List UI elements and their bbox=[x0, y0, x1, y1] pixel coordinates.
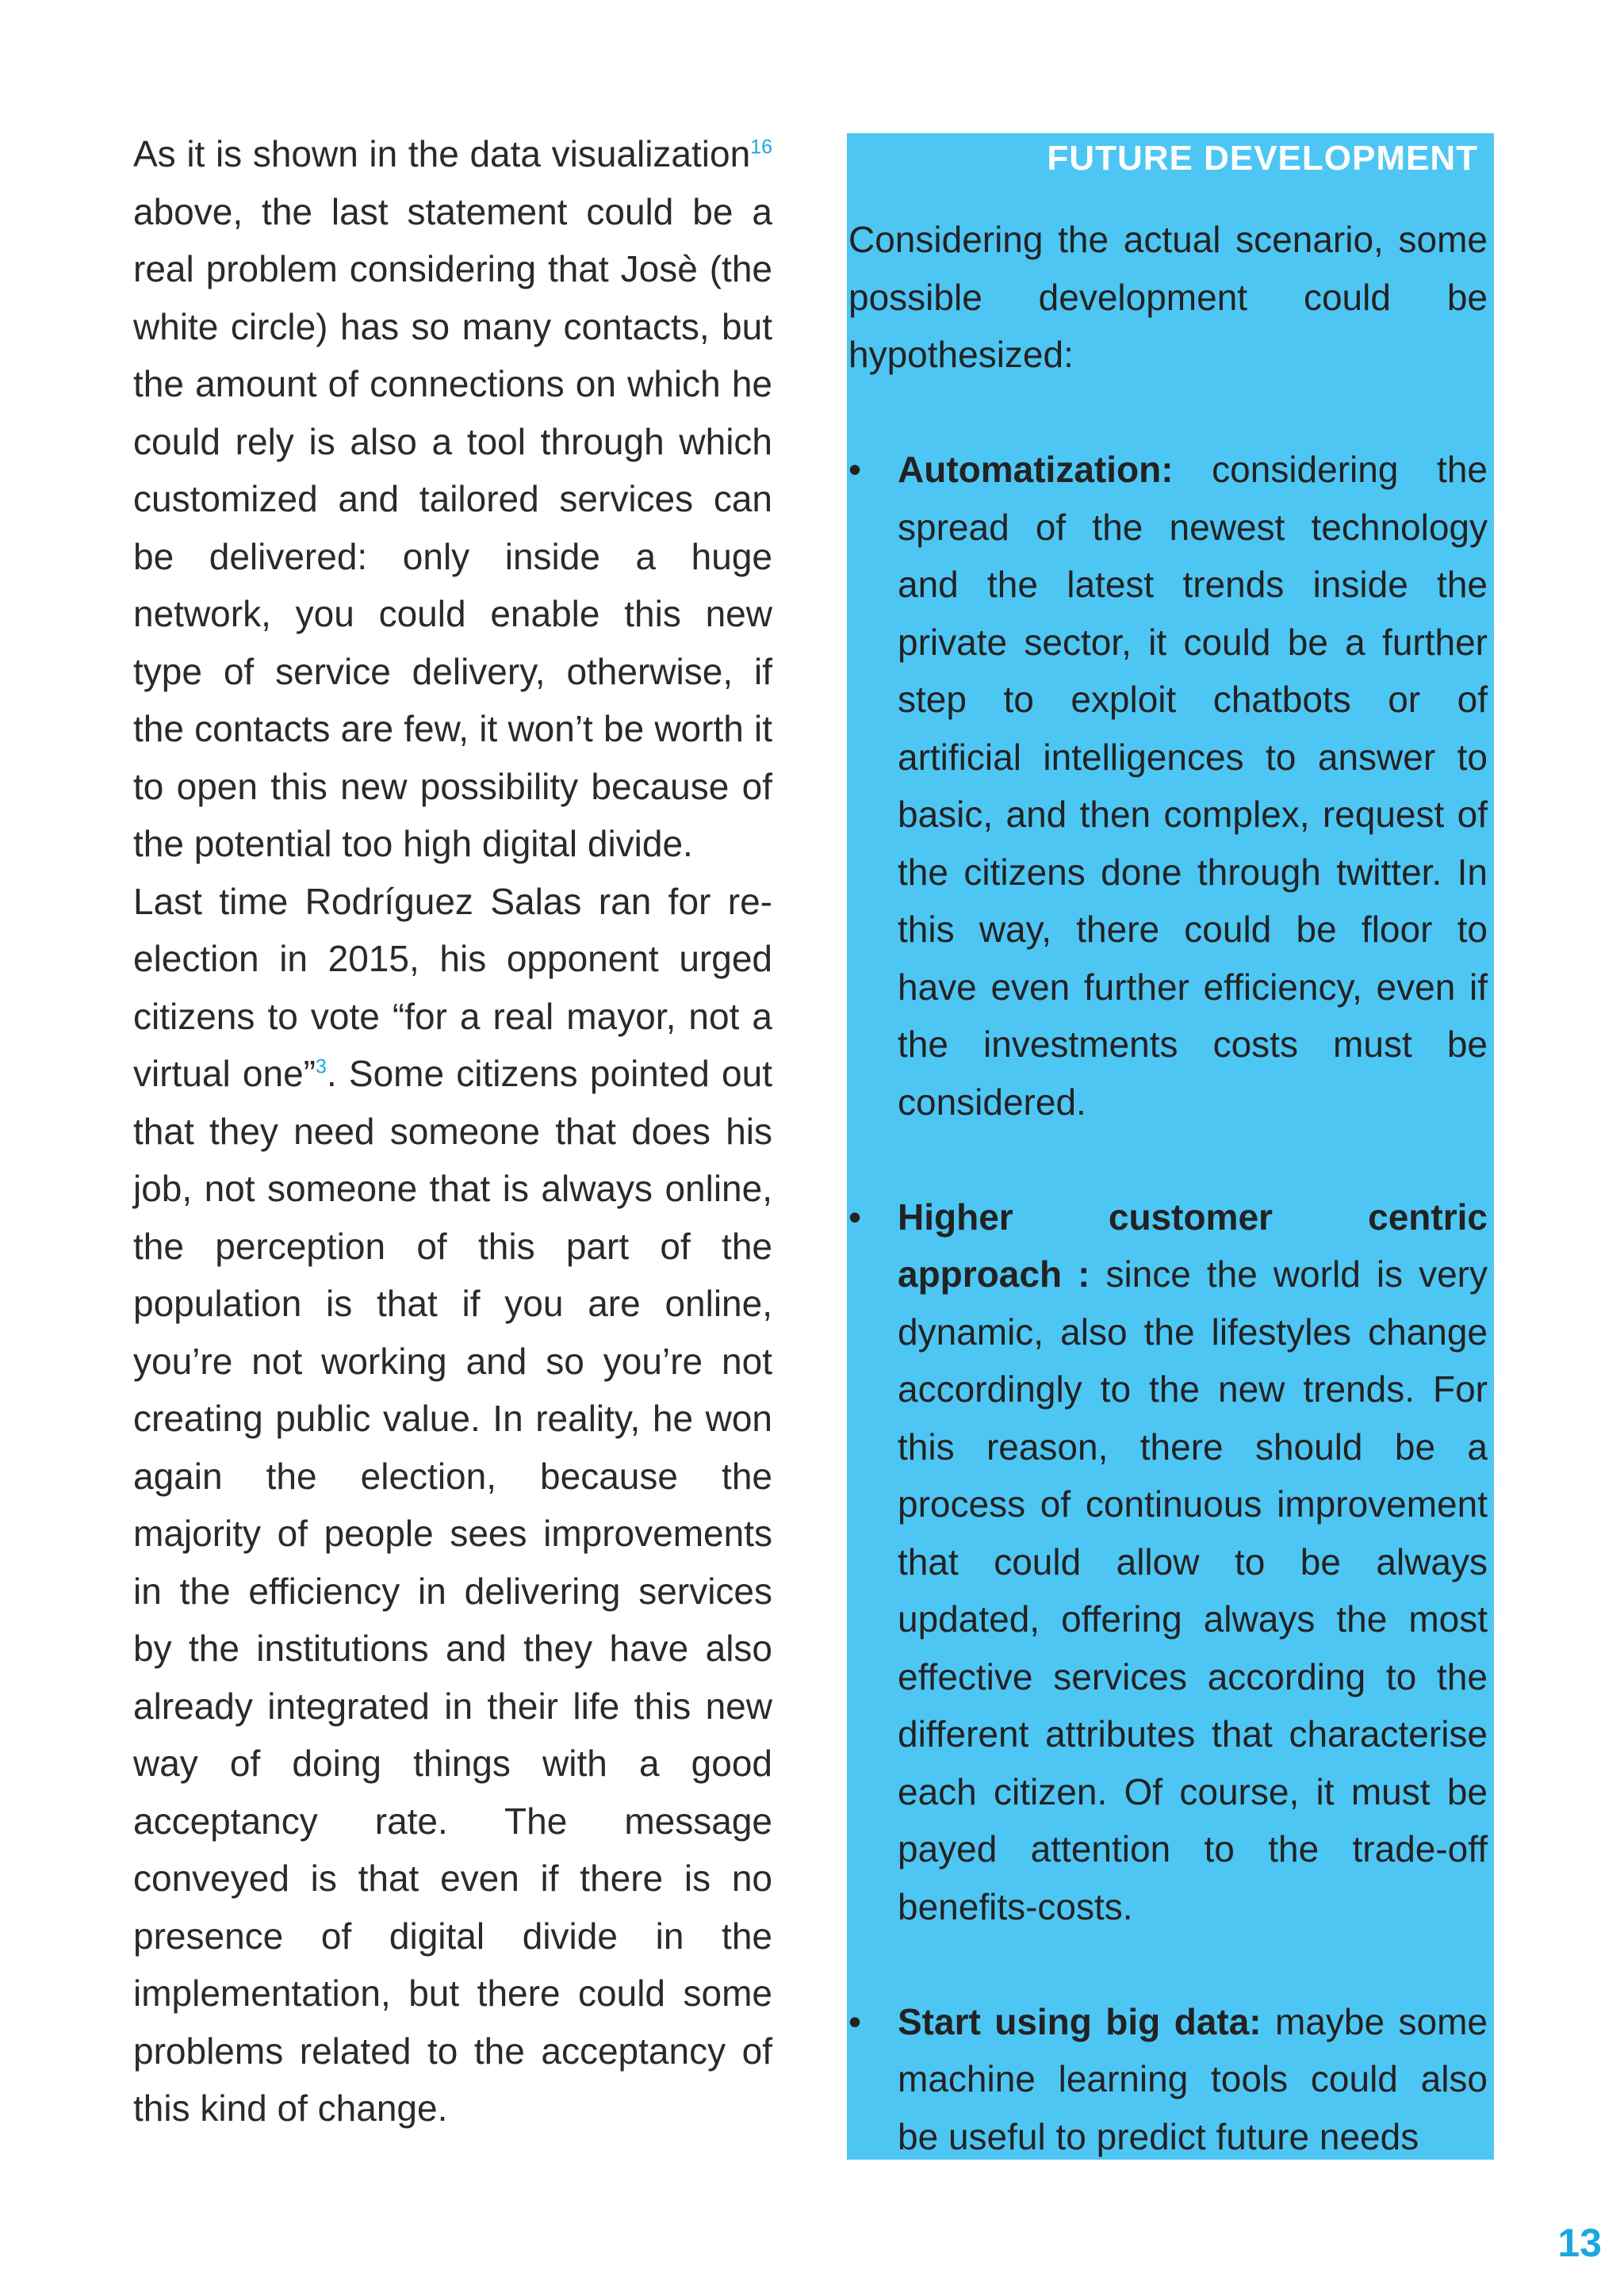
paragraph-reelection: Last time Rodríguez Salas ran for re-election in 2015, his opponent urged citizens to vote “for a real mayor, not a virtual one”$^3$. Some citizens pointed out that they need someone that does his job, not someone that is always online, the perception of this part of the population is that if you are online, you’re not working and so you’re not creating public value. In reality, he won again the election, because the majority of people sees improvements in the efficiency in delivering services by the institutions and they have also already integrated in their life this new way of doing things with a good acceptancy rate. The message conveyed is that even if there is no presence of digital divide in the implementation, but there could some problems related to the acceptancy of this kind of change. bbox=[133, 880, 772, 2129]
panel-title: FUTURE DEVELOPMENT bbox=[1047, 139, 1478, 178]
bullet-icon: • bbox=[848, 1196, 862, 1238]
panel-intro: Considering the actual scenario, some possible development could be hypothesized: bbox=[848, 219, 1488, 375]
footnote-ref-16[interactable]: 16 bbox=[750, 136, 772, 159]
item-heading: Higher customer centric approach : bbox=[898, 1196, 1488, 1295]
left-column bbox=[133, 125, 772, 2137]
panel-body bbox=[848, 211, 1488, 2223]
item-text: since the world is very dynamic, also the lifestyles change accordingly to the new trends. For this reason, there should be a process of continuous improvement that could allow to be always updated, offering always the most effective services according to the different attributes that characterise each citizen. Of course, it must be payed attention to the trade-off benefits-costs. bbox=[898, 1253, 1488, 1927]
list-item-automatization bbox=[848, 441, 1488, 1131]
item-text: considering the spread of the newest technology and the latest trends inside the private sector, it could be a further step to exploit chatbots or of artificial intelligences to answer to basic, and then complex, request of the citizens done through twitter. In this way, there could be floor to have even further efficiency, even if the investments costs must be considered. bbox=[898, 449, 1488, 1123]
future-development-panel bbox=[847, 133, 1494, 2160]
list-item-big-data bbox=[848, 1993, 1488, 2166]
paragraph-data-visualization: As it is shown in the data visualization$^{16}$ above, the last statement could be a real problem considering that Josè (the white circle) has so many contacts, but the amount of connections on which he could rely is also a tool through which customized and tailored services can be delivered: only inside a huge network, you could enable this new type of service delivery, otherwise, if the contacts are few, it won’t be worth it to open this new possibility because of the potential too high digital divide. bbox=[133, 133, 772, 864]
item-heading: Automatization: bbox=[898, 449, 1174, 490]
bullet-icon: • bbox=[848, 449, 862, 490]
footnote-ref-3[interactable]: 3 bbox=[316, 1055, 327, 1078]
item-text: maybe some machine learning tools could also be useful to predict future needs bbox=[898, 2000, 1488, 2157]
development-list bbox=[848, 441, 1488, 2165]
list-item-customer-centric bbox=[848, 1188, 1488, 1936]
item-heading: Start using big data: bbox=[898, 2000, 1262, 2042]
bullet-icon: • bbox=[848, 2000, 862, 2042]
page-number: 13 bbox=[1557, 2221, 1602, 2265]
